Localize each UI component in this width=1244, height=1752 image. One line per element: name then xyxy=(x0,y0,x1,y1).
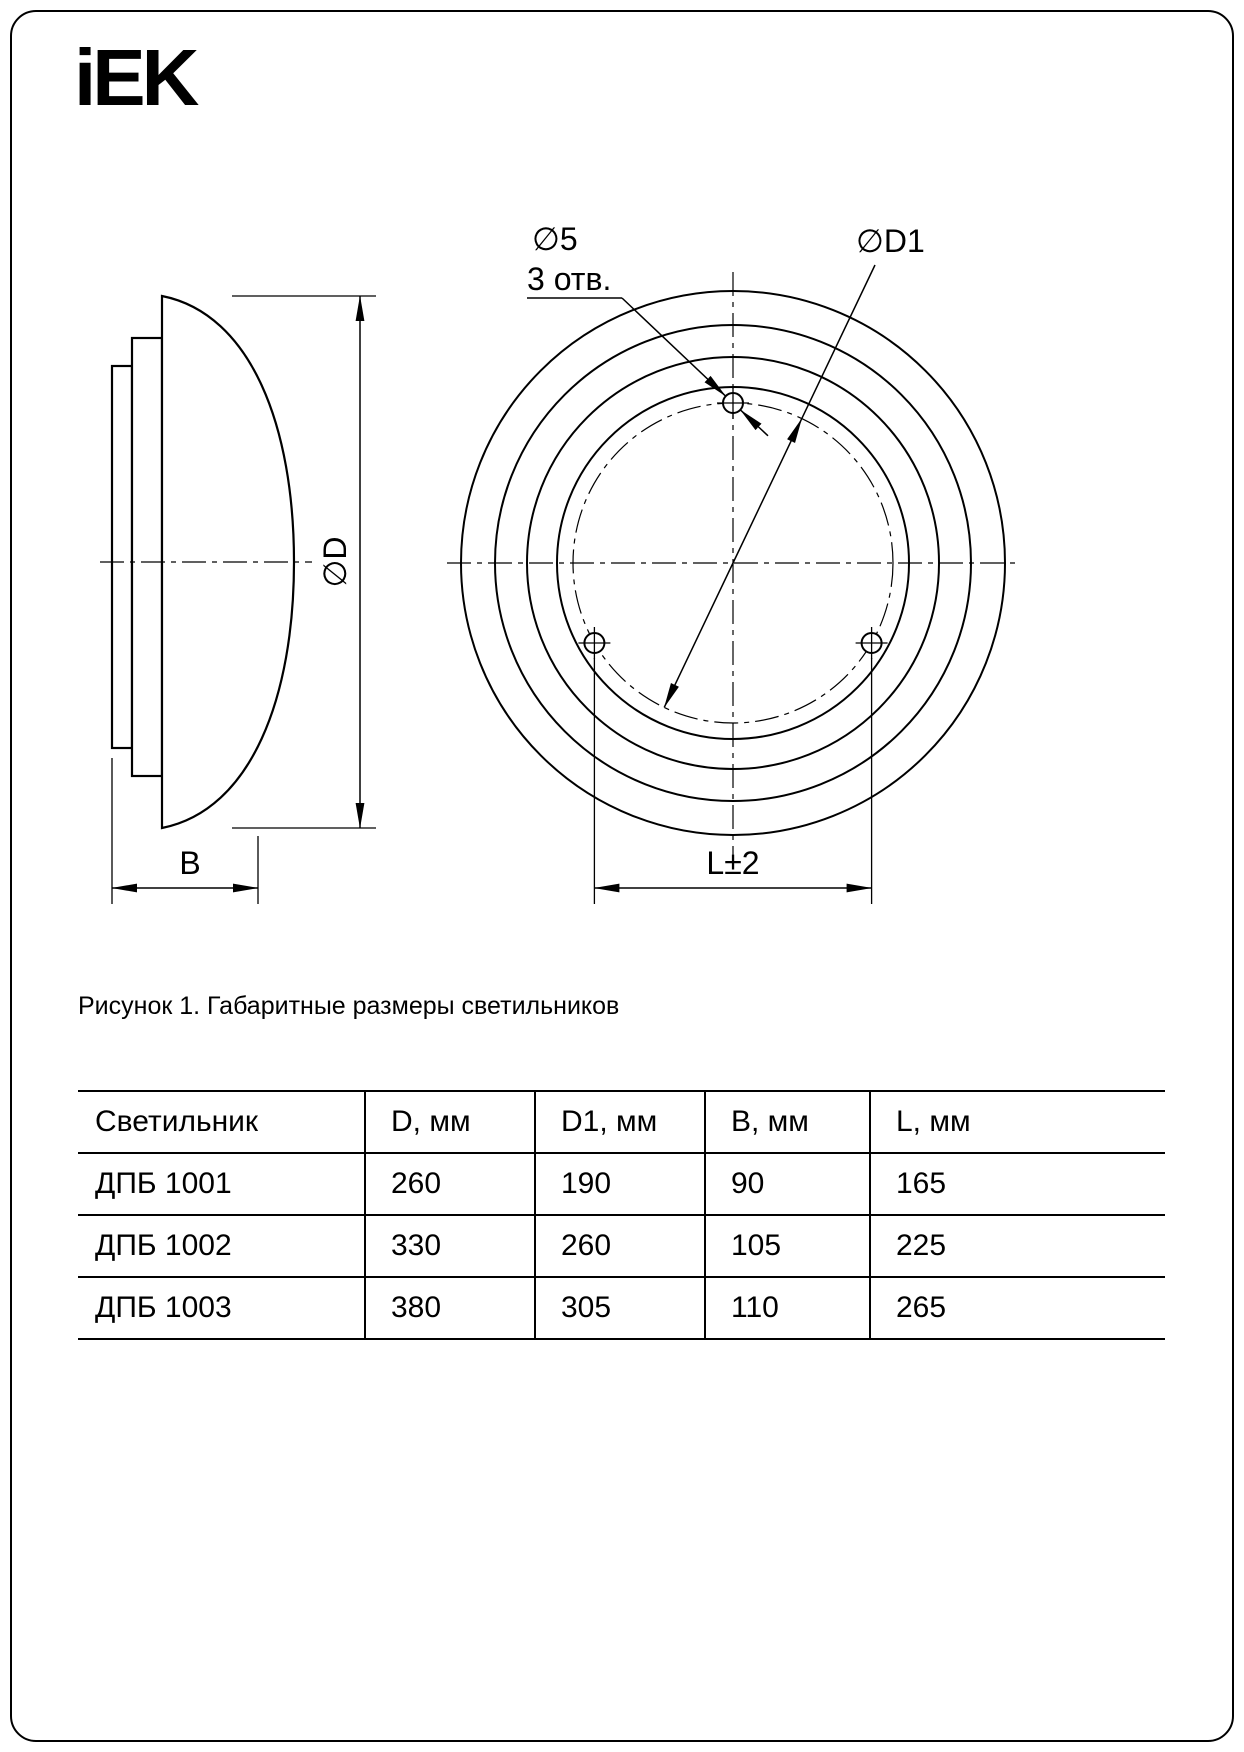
table-cell: 225 xyxy=(870,1215,1165,1277)
table-header-row xyxy=(78,1091,1165,1153)
table-cell: 380 xyxy=(365,1277,535,1339)
figure-caption: Рисунок 1. Габаритные размеры светильников xyxy=(78,992,620,1020)
table-cell: ДПБ 1003 xyxy=(78,1277,365,1339)
table-cell: 260 xyxy=(365,1153,535,1215)
hole-diameter-label: ∅5 xyxy=(532,221,578,257)
table-cell: 305 xyxy=(535,1277,705,1339)
table-row xyxy=(78,1277,1165,1339)
table-header-cell: D, мм xyxy=(365,1091,535,1153)
table-cell: 330 xyxy=(365,1215,535,1277)
table-cell: 190 xyxy=(535,1153,705,1215)
table-cell: 260 xyxy=(535,1215,705,1277)
dimensions-table xyxy=(78,1090,1165,1340)
table-cell: ДПБ 1001 xyxy=(78,1153,365,1215)
dimension-d1-label: ∅D1 xyxy=(856,223,925,259)
table-header-cell: B, мм xyxy=(705,1091,870,1153)
iek-logo: iEK xyxy=(74,33,196,122)
table-cell: 90 xyxy=(705,1153,870,1215)
side-view xyxy=(100,296,376,904)
dimension-l-label: L±2 xyxy=(706,845,760,881)
table-cell: 110 xyxy=(705,1277,870,1339)
table-header-cell: Светильник xyxy=(78,1091,365,1153)
table-cell: 165 xyxy=(870,1153,1165,1215)
holes-count-label: 3 отв. xyxy=(527,261,612,297)
table-row xyxy=(78,1153,1165,1215)
dimension-b-label: B xyxy=(179,845,201,881)
table-cell: ДПБ 1002 xyxy=(78,1215,365,1277)
table-row xyxy=(78,1215,1165,1277)
table-cell: 105 xyxy=(705,1215,870,1277)
dimension-d-label: ∅D xyxy=(317,536,353,588)
table-header-cell: D1, мм xyxy=(535,1091,705,1153)
front-view xyxy=(447,221,1019,904)
table-cell: 265 xyxy=(870,1277,1165,1339)
table-header-cell: L, мм xyxy=(870,1091,1165,1153)
